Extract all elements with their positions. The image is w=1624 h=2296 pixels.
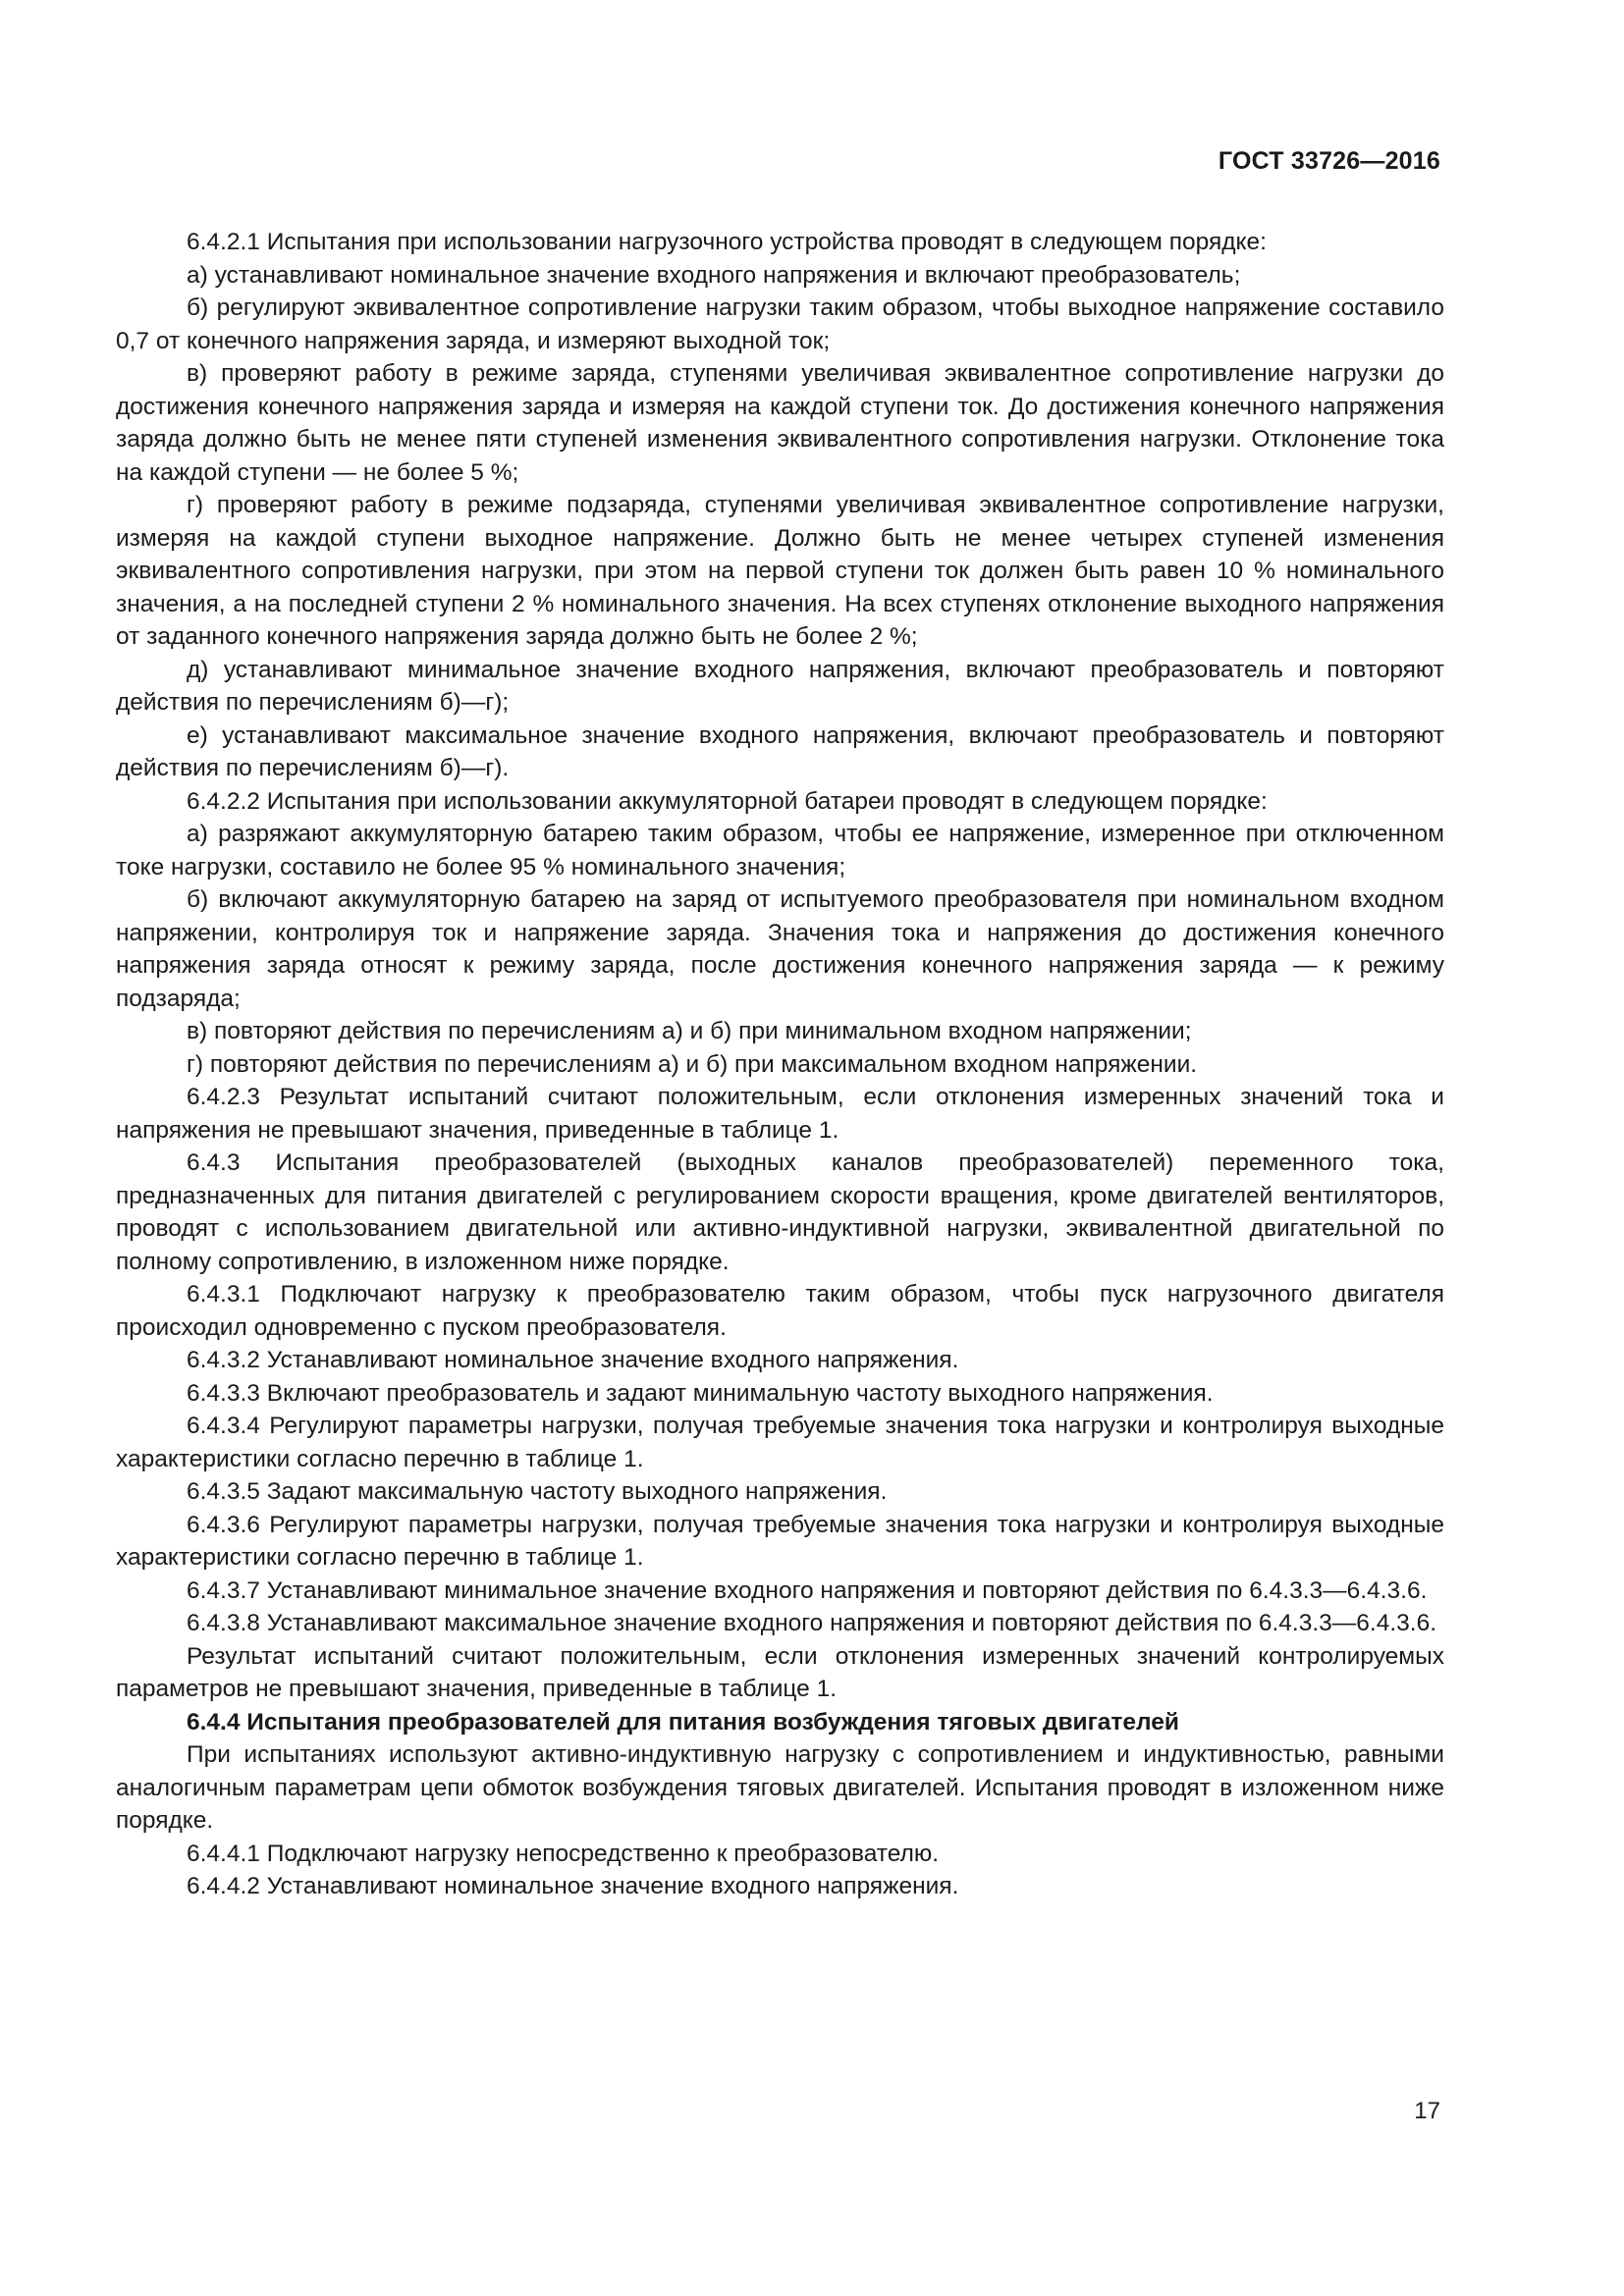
paragraph: а) разряжают аккумуляторную батарею таким образом, чтобы ее напряжение, измеренное при отключенном токе нагрузки, составило не более 95 % номинального значения;: [116, 821, 1444, 881]
paragraph: е) устанавливают максимальное значение входного напряжения, включают преобразователь и повторяют действия по перечислениям б)—г).: [116, 721, 1444, 781]
paragraph: 6.4.2.1 Испытания при использовании нагрузочного устройства проводят в следующем порядке:: [187, 229, 1267, 255]
paragraph: 6.4.3.7 Устанавливают минимальное значение входного напряжения и повторяют действия по 6.4.3.3—6.4.3.6.: [187, 1576, 1428, 1604]
paragraph: 6.4.3.3 Включают преобразователь и задают минимальную частоту выходного напряжения.: [187, 1379, 1214, 1407]
paragraph: г) проверяют работу в режиме подзаряда, ступенями увеличивая эквивалентное сопротивление нагрузки, измеряя на каждой ступени выходное напряжение. Должно быть не менее четырех ступеней изменения эквивалентного сопротивления нагрузки, при этом на первой ступени ток должен быть равен 10 % номинального значения, а на последней ступени 2 % номинального значения. На всех ступенях отклонение выходного напряжения от заданного конечного напряжения заряда должно быть не более 2 %;: [116, 492, 1444, 650]
paragraph: 6.4.3.2 Устанавливают номинальное значение входного напряжения.: [187, 1347, 959, 1373]
paragraph: Результат испытаний считают положительным, если отклонения измеренных значений контролируемых параметров не превышают значения, приведенные в таблице 1.: [116, 1642, 1444, 1702]
paragraph: 6.4.2.3 Результат испытаний считают положительным, если отклонения измеренных значений тока и напряжения не превышают значения, приведенные в таблице 1.: [116, 1084, 1444, 1144]
paragraph: 6.4.3.5 Задают максимальную частоту выходного напряжения.: [187, 1478, 888, 1505]
paragraph: 6.4.3.4 Регулируют параметры нагрузки, получая требуемые значения тока нагрузки и контролируя выходные характеристики согласно перечню в таблице 1.: [116, 1413, 1444, 1472]
paragraph: При испытаниях используют активно-индуктивную нагрузку с сопротивлением и индуктивностью, равными аналогичным параметрам цепи обмоток возбуждения тяговых двигателей. Испытания проводят в изложенном ниже порядке.: [116, 1741, 1444, 1834]
section-heading: 6.4.4 Испытания преобразователей для питания возбуждения тяговых двигателей: [187, 1708, 1179, 1735]
document-code-header: ГОСТ 33726—2016: [1218, 147, 1440, 175]
paragraph: 6.4.4.1 Подключают нагрузку непосредственно к преобразователю.: [187, 1840, 940, 1867]
paragraph: г) повторяют действия по перечислениям а) и б) при максимальном входном напряжении.: [187, 1050, 1198, 1078]
paragraph: 6.4.3 Испытания преобразователей (выходных каналов преобразователей) переменного тока, предназначенных для питания двигателей с регулированием скорости вращения, кроме двигателей вентиляторов, проводят с использованием двигательной или активно-индуктивной нагрузки, эквивалентной двигательной по полному сопротивлению, в изложенном ниже порядке.: [116, 1149, 1444, 1275]
paragraph: 6.4.2.2 Испытания при использовании аккумуляторной батареи проводят в следующем порядке:: [187, 787, 1268, 815]
paragraph: а) устанавливают номинальное значение входного напряжения и включают преобразователь;: [187, 261, 1241, 289]
document-body: [116, 226, 1444, 1903]
paragraph: в) проверяют работу в режиме заряда, ступенями увеличивая эквивалентное сопротивление нагрузки до достижения конечного напряжения заряда и измеряя на каждой ступени ток. До достижения конечного напряжения заряда должно быть не менее пяти ступеней изменения эквивалентного сопротивления нагрузки. Отклонение тока на каждой ступени — не более 5 %;: [116, 360, 1444, 486]
paragraph: в) повторяют действия по перечислениям а) и б) при минимальном входном напряжении;: [187, 1018, 1192, 1044]
paragraph: б) регулируют эквивалентное сопротивление нагрузки таким образом, чтобы выходное напряжение составило 0,7 от конечного напряжения заряда, и измеряют выходной ток;: [116, 294, 1444, 354]
paragraph: 6.4.3.6 Регулируют параметры нагрузки, получая требуемые значения тока нагрузки и контролируя выходные характеристики согласно перечню в таблице 1.: [116, 1511, 1444, 1571]
paragraph: 6.4.4.2 Устанавливают номинальное значение входного напряжения.: [187, 1873, 959, 1899]
paragraph: б) включают аккумуляторную батарею на заряд от испытуемого преобразователя при номинальном входном напряжении, контролируя ток и напряжение заряда. Значения тока и напряжения до достижения конечного напряжения заряда относят к режиму заряда, после достижения конечного напряжения заряда — к режиму подзаряда;: [116, 886, 1444, 1012]
paragraph: д) устанавливают минимальное значение входного напряжения, включают преобразователь и повторяют действия по перечислениям б)—г);: [116, 656, 1444, 716]
paragraph: 6.4.3.8 Устанавливают максимальное значение входного напряжения и повторяют действия по 6.4.3.3—6.4.3.6.: [187, 1610, 1437, 1636]
paragraph: 6.4.3.1 Подключают нагрузку к преобразователю таким образом, чтобы пуск нагрузочного двигателя происходил одновременно с пуском преобразователя.: [116, 1281, 1444, 1341]
page-number: 17: [1414, 2098, 1440, 2124]
